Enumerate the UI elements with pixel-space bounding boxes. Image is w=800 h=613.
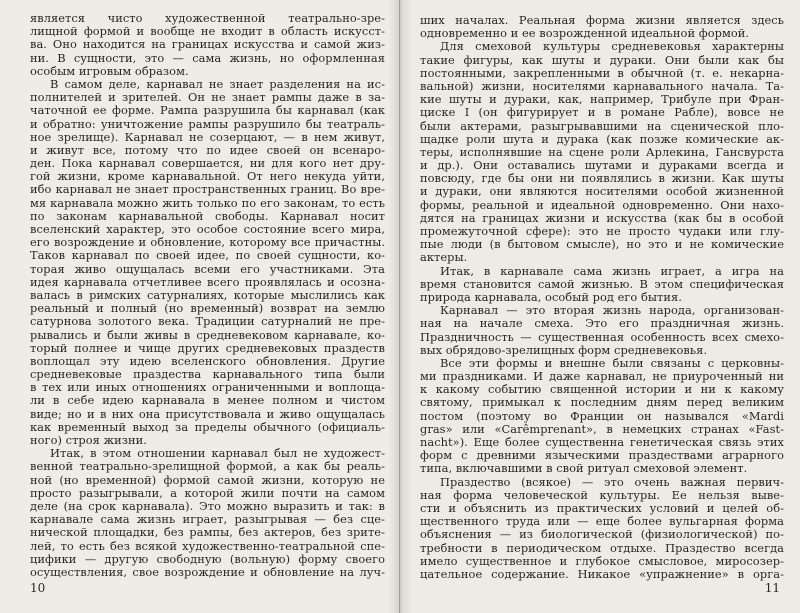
text-line: ден. Пока карнавал совершается, ни для кого нет дру- bbox=[30, 156, 385, 171]
text-line: вых обрядово-зрелищных форм средневековья. bbox=[420, 342, 708, 357]
text-line: щадке роли шута и дурака (как позже комические ак- bbox=[420, 131, 784, 146]
text-line: Все эти формы и внешне были связаны с церковны- bbox=[440, 355, 784, 370]
text-line: ная форма человеческой культуры. Ее нельзя выве- bbox=[420, 487, 784, 502]
text-line: торый полнее и чище других средневековых праздеств bbox=[30, 340, 385, 355]
text-line: цательное содержание. Никакое «упражнение» в орга- bbox=[420, 566, 784, 581]
text-line: Для смеховой культуры средневековья характерны bbox=[440, 39, 784, 54]
text-line: в тех или иных отношениях ограниченными и воплоща- bbox=[30, 380, 385, 395]
text-line: постоянными, закрепленными в обычной (т. е. некарна- bbox=[420, 65, 784, 80]
text-line: чаточной ее форме. Рампа разрушила бы карнавал (как bbox=[30, 103, 385, 118]
text-line: как временный выход за пределы обычного (официаль- bbox=[30, 419, 385, 434]
text-line: вселенский характер, это особое состояние всего мира, bbox=[30, 222, 385, 236]
text-line: ни. В сущности, это — сама жизнь, но оформленная bbox=[30, 50, 385, 65]
text-line: лищной формой и вообще не входит в область искусст- bbox=[30, 24, 385, 39]
text-line: объяснения — из биологической (физиологической) по- bbox=[420, 527, 784, 542]
text-line: время становится самой жизнью. В этом специфическая bbox=[420, 276, 784, 291]
text-line: карнавале сама жизнь играет, разыгрывая — без сце- bbox=[30, 512, 385, 527]
text-line: требности в периодическом отдыхе. Праздество всегда bbox=[420, 540, 784, 555]
text-line: торая живо ощущалась всеми его участниками. Эта bbox=[30, 261, 385, 276]
text-line: Праздество (всякое) — это очень важная первич- bbox=[440, 474, 784, 489]
text-line: повсюду, где бы они ни появлялись в жизни. Как шуты bbox=[420, 171, 784, 186]
text-line: дятся на границах жизни и искусства (как бы в особой bbox=[420, 210, 784, 225]
text-line: Таков карнавал по своей идее, по своей сущности, ко- bbox=[30, 248, 385, 263]
text-line: форм с древними языческими праздествами аграрного bbox=[420, 448, 784, 463]
text-line: является чисто художественной театрально-зре- bbox=[30, 11, 385, 25]
text-line: осуществления, свое возрождение и обновление на луч- bbox=[30, 564, 385, 579]
text-line: гой жизни, кроме карнавальной. От него некуда уйти, bbox=[30, 169, 385, 184]
text-line: были актерами, разыгрывавшими на сценической пло- bbox=[420, 118, 784, 133]
text-line: мя карнавала можно жить только по его законам, то есть bbox=[30, 195, 385, 210]
text-line: к какому событию священной истории и ни к какому bbox=[420, 382, 784, 397]
right-page-number: 11 bbox=[764, 581, 780, 595]
text-line: Карнавал — это вторая жизнь народа, организован- bbox=[440, 303, 784, 318]
text-line: формы, реальной и идеальной одновременно. Они нахо- bbox=[420, 197, 784, 212]
left-page-text bbox=[30, 12, 385, 579]
text-line: воплощал эту идею вселенского обновления. Другие bbox=[30, 353, 385, 368]
text-line: nacht»). Еще более существенна генетическая связь этих bbox=[420, 435, 784, 449]
text-line: рывались и были живы в средневековом карнавале, ко- bbox=[30, 327, 385, 342]
text-line: цифики — другую свободную (вольную) форму своего bbox=[30, 551, 385, 566]
text-line: средневековые праздества карнавального типа были bbox=[30, 367, 385, 382]
text-line: особым игровым образом. bbox=[30, 63, 189, 78]
text-line: Праздничность — существенная особенность всех смехо- bbox=[420, 329, 784, 344]
text-line: ли в себе идею карнавала в менее полном и чистом bbox=[30, 393, 385, 408]
text-line: циске I (он фигурирует и в романе Рабле), вовсе не bbox=[420, 105, 784, 120]
text-line: реальный и полный (но временный) возврат на землю bbox=[30, 301, 385, 316]
text-line: венной театрально-зрелищной формой, а как бы реаль- bbox=[30, 459, 385, 474]
text-line: вальной) жизни, носителями карнавального начала. Та- bbox=[420, 78, 784, 93]
text-line: щественного труда или — еще более вульгарная форма bbox=[420, 514, 784, 529]
text-line: и дураки, они являются носителями особой жизненной bbox=[420, 184, 784, 199]
text-line: ное зрелище). Карнавал не созерцают, — в нем живут, bbox=[30, 129, 385, 144]
text-line: сти и объяснить из практических условий и целей об- bbox=[420, 500, 784, 515]
text-line: и др.). Они оставались шутами и дураками всегда и bbox=[420, 158, 784, 173]
text-line: такие фигуры, как шуты и дураки. Они были как бы bbox=[420, 52, 784, 67]
text-line: природа карнавала, особый род его бытия. bbox=[420, 289, 682, 304]
text-line: кие шуты и дураки, как, например, Трибуле при Фран- bbox=[420, 92, 784, 107]
text-line: деле (на срок карнавала). Это можно выразить и так: в bbox=[30, 498, 385, 513]
text-line: постом (поэтому во Франции он назывался «Mardi bbox=[420, 408, 784, 423]
text-line: просто разыгрывали, а которой жили почти на самом bbox=[30, 485, 385, 500]
text-line: промежуточной сфере): это не просто чудаки или глу- bbox=[420, 224, 784, 238]
text-line: святому, примыкал к последним дням перед великим bbox=[420, 395, 784, 410]
text-line: имело существенное и глубокое смысловое, миросозер- bbox=[420, 553, 784, 568]
text-line: ной (но временной) формой самой жизни, которую не bbox=[30, 472, 385, 487]
text-line: сатурнова золотого века. Традиции сатурналий не пре- bbox=[30, 314, 385, 329]
text-line: gras» или «Carêmprenant», в немецких странах «Fast- bbox=[420, 421, 784, 436]
text-line: ми праздниками. И даже карнавал, не приуроченный ни bbox=[420, 369, 784, 384]
text-line: полнителей и зрителей. Он не знает рампы даже в за- bbox=[30, 90, 385, 105]
text-line: теры, исполнявшие на сцене роли Арлекина, Гансвурста bbox=[420, 144, 784, 159]
text-line: ного) строя жизни. bbox=[30, 433, 147, 447]
text-line: и обратно: уничтожение рампы разрушило бы театраль- bbox=[30, 116, 385, 131]
text-line: по законам карнавальной свободы. Карнавал носит bbox=[30, 208, 385, 223]
left-page-number: 10 bbox=[30, 581, 46, 595]
text-line: ших началах. Реальная форма жизни является здесь bbox=[420, 13, 784, 27]
text-line: типа, включавшими в свой ритуал смеховой элемент. bbox=[420, 461, 748, 476]
text-line: Итак, в этом отношении карнавал был не художест- bbox=[50, 446, 385, 461]
text-line: лей, то есть без всякой художественно-театральной спе- bbox=[30, 538, 385, 553]
text-line: ибо карнавал не знает пространственных границ. Во вре- bbox=[30, 182, 385, 197]
right-page bbox=[400, 0, 800, 613]
text-line: его возрождение и обновление, которому все причастны. bbox=[30, 235, 385, 250]
text-line: одновременно и ее возрожденной идеальной формой. bbox=[420, 26, 750, 41]
text-line: В самом деле, карнавал не знает разделения на ис- bbox=[50, 76, 385, 91]
text-line: пые люди (в бытовом смысле), но это и не комические bbox=[420, 237, 784, 252]
text-line: актеры. bbox=[420, 250, 468, 265]
text-line: валась в римских сатурналиях, которые мыслились как bbox=[30, 287, 385, 302]
text-line: ва. Оно находится на границах искусства и самой жиз- bbox=[30, 37, 385, 52]
text-line: Итак, в карнавале сама жизнь играет, а игра на bbox=[440, 263, 784, 278]
text-line: ная на начале смеха. Это его праздничная жизнь. bbox=[420, 316, 784, 331]
text-line: виде; но и в них она присутствовала и живо ощущалась bbox=[30, 406, 385, 421]
text-line: и живут все, потому что по идее своей он всенаро- bbox=[30, 142, 385, 157]
right-page-text bbox=[420, 14, 784, 581]
text-line: нической площадки, без рампы, без актеров, без зрите- bbox=[30, 525, 385, 540]
text-line: идея карнавала отчетливее всего проявлялась и осозна- bbox=[30, 274, 385, 289]
